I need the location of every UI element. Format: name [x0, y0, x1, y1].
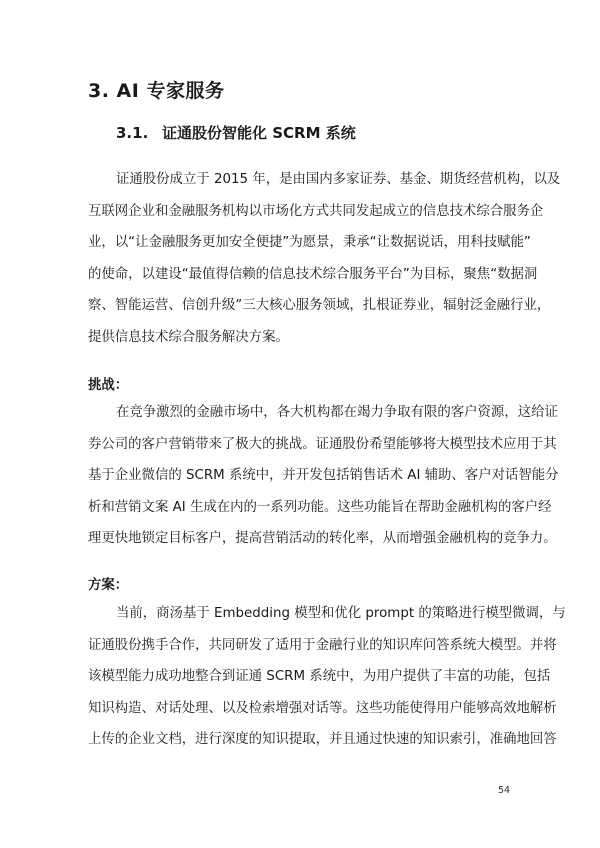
- solution-heading: 方案：: [88, 578, 129, 593]
- paragraph-line: 察、智能运营、信创升级”三大核心服务领域，扎根证券业，辐射泛金融行业，: [88, 298, 551, 313]
- paragraph-line: 的使命，以建设“最值得信赖的信息技术综合服务平台”为目标，聚焦“数据洞: [88, 266, 538, 282]
- paragraph-line: 理更快地锁定目标客户，提高营销活动的转化率，从而增强金融机构的竞争力。: [88, 531, 557, 546]
- paragraph-line: 券公司的客户营销带来了极大的挑战。证通股份希望能够将大模型技术应用于其: [88, 436, 557, 452]
- section-heading: 3. AI 专家服务: [88, 80, 225, 102]
- solution-paragraph: [88, 598, 566, 756]
- paragraph-line: 证通股份成立于 2015 年，是由国内多家证券、基金、期货经营机构，以及: [116, 172, 561, 187]
- challenge-paragraph: [88, 397, 559, 555]
- paragraph-line: 提供信息技术综合服务解决方案。: [88, 329, 289, 345]
- subsection-title: 证通股份智能化 SCRM 系统: [162, 124, 356, 142]
- paragraph-line: 业，以“让金融服务更加安全便捷”为愿景，秉承“让数据说话，用科技赋能”: [88, 235, 531, 250]
- subsection-heading: [116, 122, 356, 143]
- paragraph-line: 当前，商汤基于 Embedding 模型和优化 prompt 的策略进行模型微调，与: [116, 606, 566, 621]
- intro-paragraph: [88, 164, 561, 353]
- paragraph-line: 基于企业微信的 SCRM 系统中，并开发包括销售话术 AI 辅助、客户对话智能分: [88, 468, 559, 483]
- challenge-heading: 挑战：: [88, 378, 129, 393]
- page-number: 54: [498, 785, 511, 796]
- paragraph-line: 析和营销文案 AI 生成在内的一系列功能。这些功能旨在帮助金融机构的客户经: [88, 499, 552, 515]
- subsection-number: 3.1.: [116, 124, 149, 142]
- paragraph-line: 在竞争激烈的金融市场中，各大机构都在竭力争取有限的客户资源，这给证: [116, 405, 558, 420]
- paragraph-line: 上传的企业文档，进行深度的知识提取，并且通过快速的知识索引，准确地回答: [88, 732, 557, 747]
- paragraph-line: 互联网企业和金融服务机构以市场化方式共同发起成立的信息技术综合服务企: [88, 203, 544, 219]
- paragraph-line: 证通股份携手合作，共同研发了适用于金融行业的知识库问答系统大模型。并将: [88, 637, 557, 653]
- paragraph-line: 该模型能力成功地整合到证通 SCRM 系统中，为用户提供了丰富的功能，包括: [88, 669, 551, 684]
- paragraph-line: 知识构造、对话处理、以及检索增强对话等。这些功能使得用户能够高效地解析: [88, 700, 557, 716]
